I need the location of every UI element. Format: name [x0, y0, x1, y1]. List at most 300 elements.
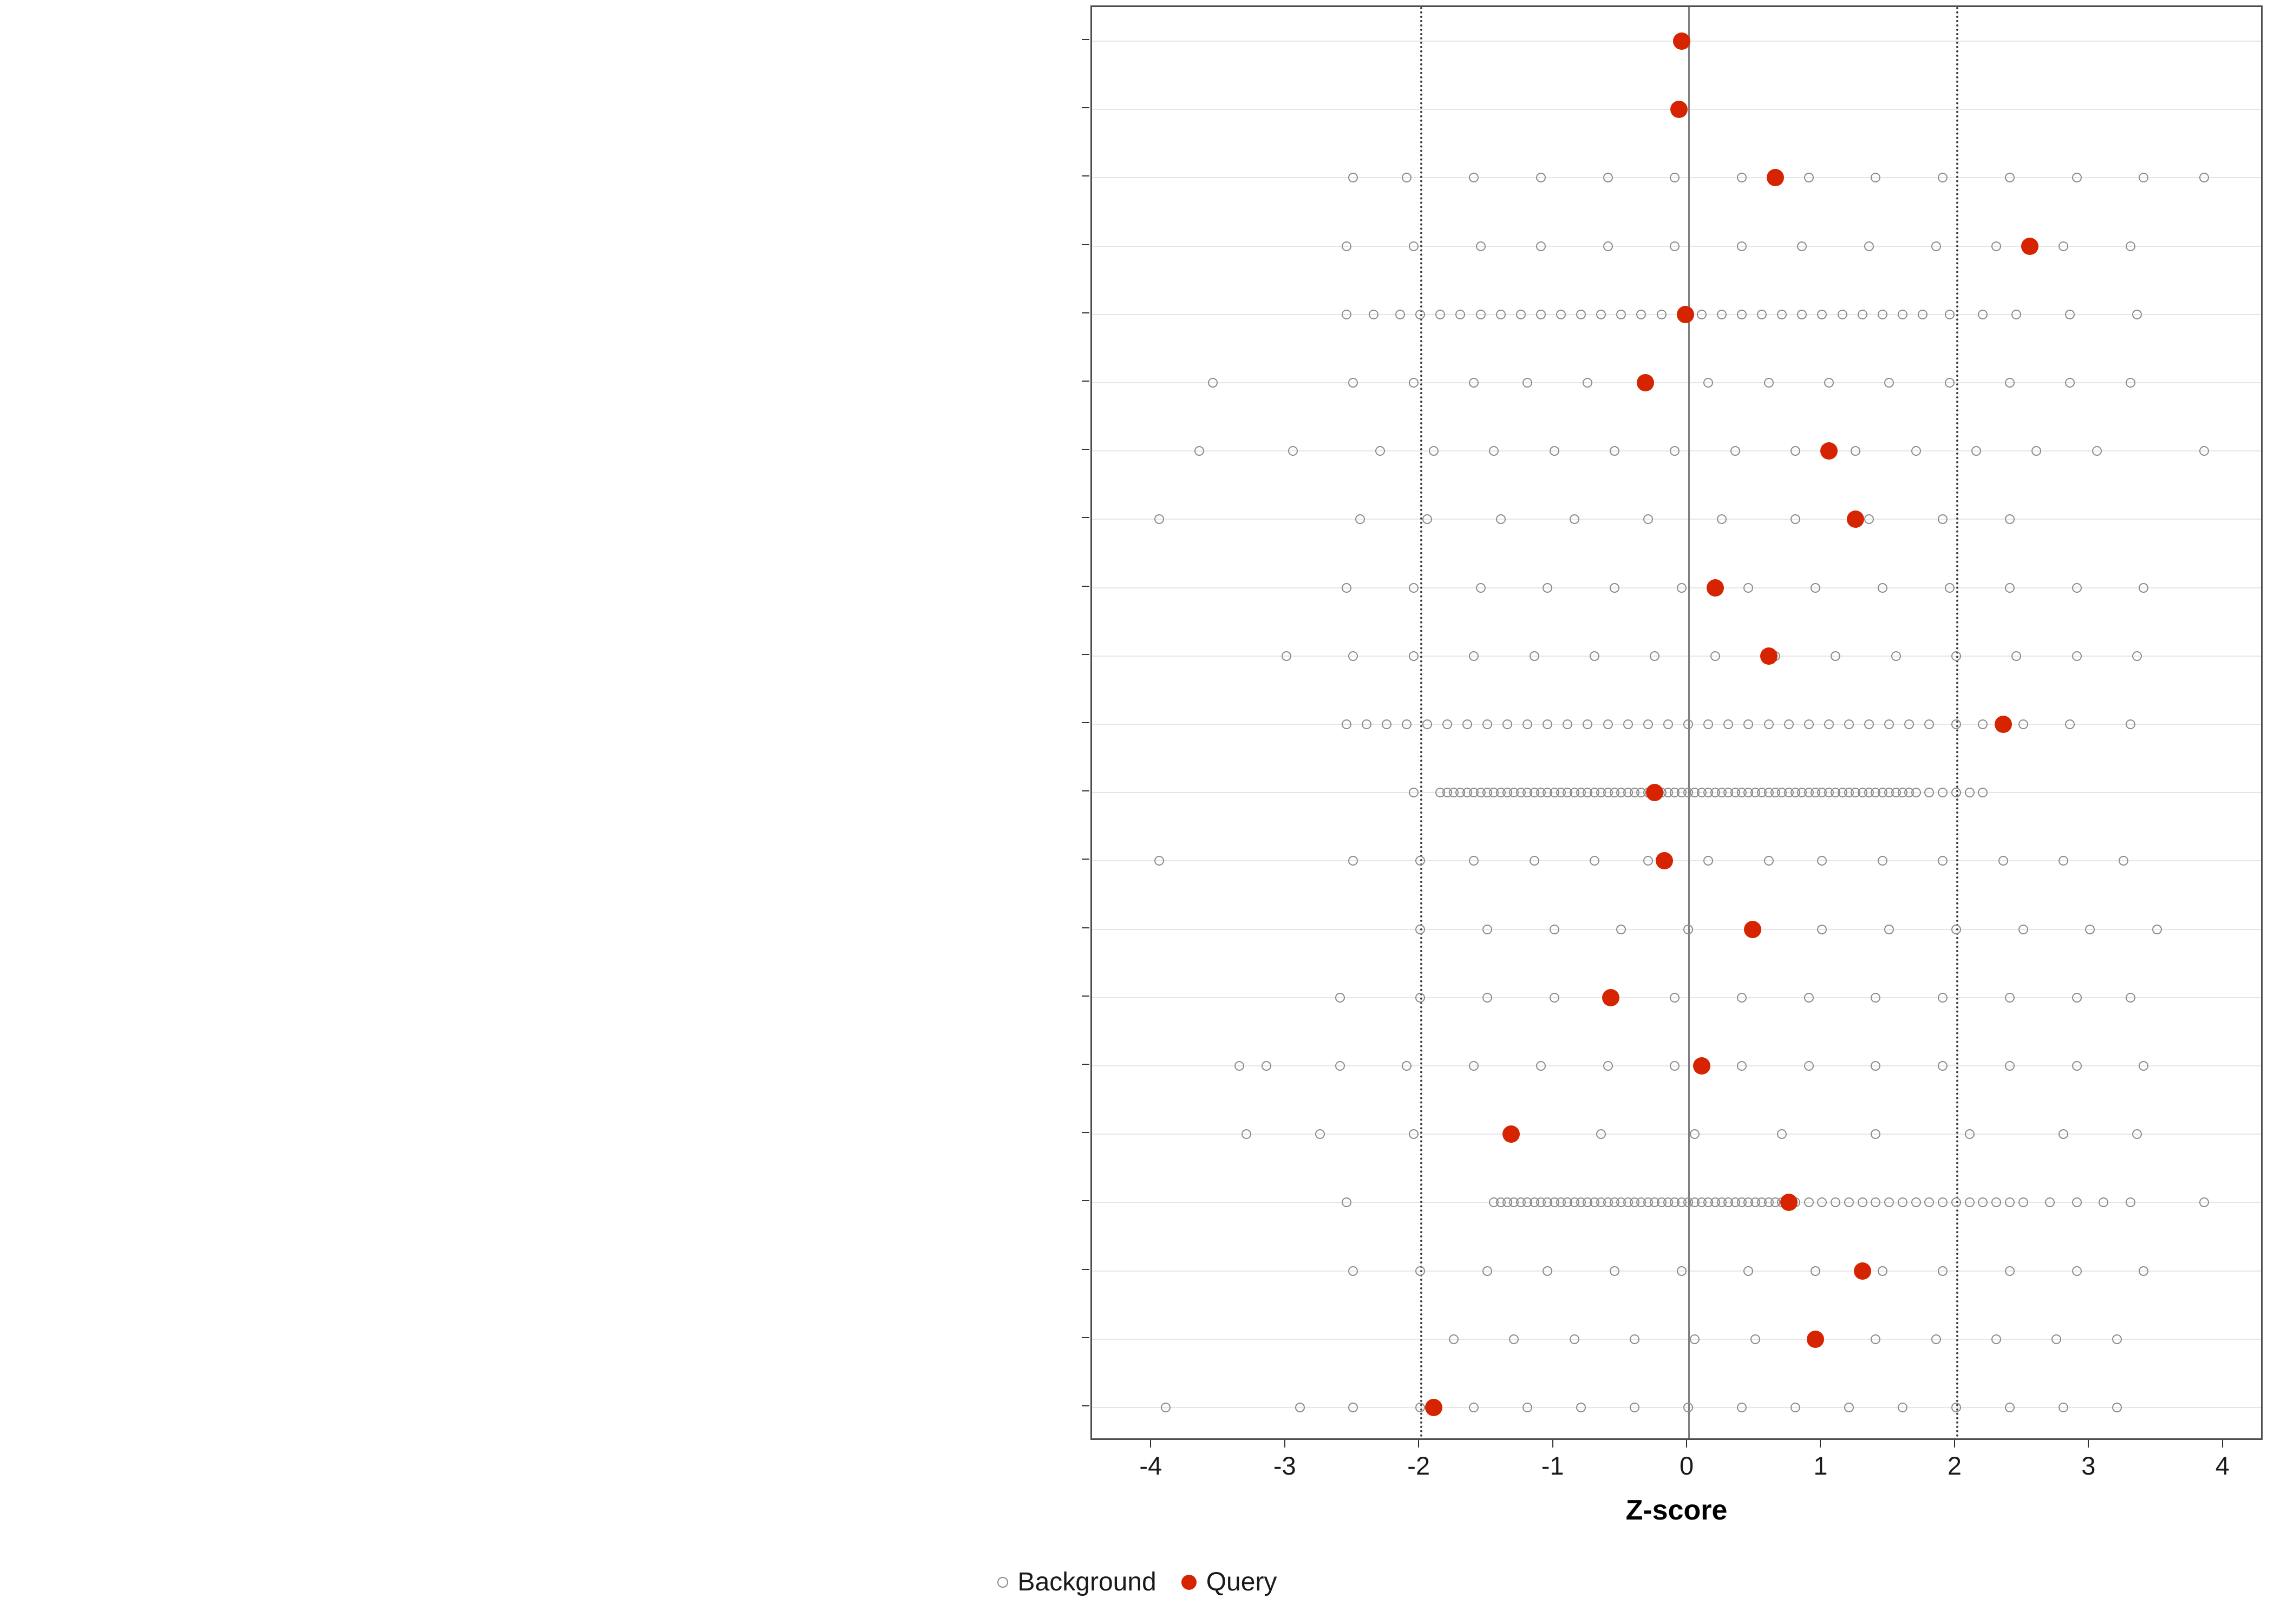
background-point: [1938, 993, 1948, 1003]
background-point: [1342, 719, 1351, 729]
background-point: [1998, 856, 2008, 866]
y-axis-category-labels: [0, 0, 1083, 1451]
x-axis-tick-label: -4: [1139, 1451, 1162, 1480]
query-point: [1760, 647, 1778, 665]
background-point: [1918, 310, 1927, 319]
background-point: [1791, 514, 1800, 524]
y-axis-tick-mark: [1082, 312, 1089, 313]
background-point: [1409, 1129, 1419, 1139]
y-axis-tick-mark: [1082, 1132, 1089, 1133]
background-point: [1710, 651, 1720, 661]
background-point: [1737, 1061, 1747, 1071]
background-point: [1409, 378, 1419, 388]
background-point: [1730, 446, 1740, 456]
background-point: [1683, 719, 1693, 729]
background-point: [2132, 651, 2142, 661]
y-axis-tick-mark: [1082, 1269, 1089, 1270]
background-point: [1670, 241, 1680, 251]
background-point: [1402, 719, 1412, 729]
background-point: [2065, 310, 2075, 319]
background-point: [1804, 1061, 1814, 1071]
grid-line-horizontal: [1092, 724, 2261, 725]
background-point: [2005, 1061, 2015, 1071]
background-point: [1931, 241, 1941, 251]
background-point: [2199, 173, 2209, 182]
background-point: [1978, 788, 1988, 797]
background-point: [1623, 719, 1633, 729]
background-point: [1737, 993, 1747, 1003]
background-point: [1978, 719, 1988, 729]
background-point: [1469, 173, 1479, 182]
background-point: [1951, 1197, 1961, 1207]
grid-line-horizontal: [1092, 1134, 2261, 1135]
background-point: [2059, 1403, 2068, 1412]
background-point: [1717, 514, 1727, 524]
background-point: [1797, 310, 1807, 319]
background-point: [2139, 173, 2148, 182]
background-point: [1797, 241, 1807, 251]
background-point: [2005, 1197, 2015, 1207]
background-point: [1208, 378, 1218, 388]
query-point: [1854, 1262, 1871, 1280]
background-point: [1898, 310, 1907, 319]
background-point: [1496, 310, 1506, 319]
background-point: [1951, 651, 1961, 661]
background-point: [1415, 925, 1425, 934]
background-point: [1596, 1129, 1606, 1139]
background-point: [1884, 925, 1894, 934]
background-point: [2059, 856, 2068, 866]
background-point: [1831, 1197, 1840, 1207]
background-point: [1610, 1266, 1619, 1276]
background-point: [1764, 856, 1774, 866]
background-point: [2005, 1266, 2015, 1276]
y-axis-tick-mark: [1082, 586, 1089, 587]
x-axis-tick-mark: [1150, 1440, 1151, 1448]
background-point: [2132, 310, 2142, 319]
grid-line-horizontal: [1092, 860, 2261, 861]
background-point: [1522, 719, 1532, 729]
background-point: [1489, 446, 1499, 456]
y-axis-tick-mark: [1082, 107, 1089, 108]
background-point: [1469, 1403, 1479, 1412]
background-point: [2126, 1197, 2135, 1207]
background-point: [1804, 719, 1814, 729]
background-point: [1550, 925, 1559, 934]
background-point: [1831, 651, 1840, 661]
background-point: [1536, 241, 1546, 251]
background-point: [2018, 719, 2028, 729]
background-point: [1817, 1197, 1827, 1207]
background-point: [2139, 1266, 2148, 1276]
open-circle-icon: [997, 1577, 1008, 1588]
background-point: [1610, 583, 1619, 593]
background-point: [1530, 651, 1539, 661]
background-point: [1911, 446, 1921, 456]
background-point: [1295, 1403, 1305, 1412]
background-point: [1435, 310, 1445, 319]
background-point: [1422, 719, 1432, 729]
background-point: [1482, 925, 1492, 934]
background-point: [1938, 173, 1948, 182]
x-axis-tick-mark: [1284, 1440, 1285, 1448]
grid-line-horizontal: [1092, 1407, 2261, 1408]
background-point: [1811, 1266, 1820, 1276]
background-point: [1348, 378, 1358, 388]
background-point: [1563, 719, 1572, 729]
background-point: [1315, 1129, 1325, 1139]
background-point: [1904, 719, 1914, 729]
background-point: [1469, 651, 1479, 661]
background-point: [1415, 310, 1425, 319]
background-point: [1543, 1266, 1552, 1276]
y-axis-tick-mark: [1082, 1405, 1089, 1406]
background-point: [1482, 1266, 1492, 1276]
background-point: [1536, 310, 1546, 319]
background-point: [1703, 719, 1713, 729]
background-point: [1616, 925, 1626, 934]
background-point: [1194, 446, 1204, 456]
query-point: [1995, 716, 2012, 733]
background-point: [1643, 719, 1653, 729]
background-point: [2099, 1197, 2108, 1207]
query-point: [1637, 374, 1654, 391]
background-point: [1965, 788, 1975, 797]
x-axis-tick-mark: [1954, 1440, 1955, 1448]
background-point: [2085, 925, 2095, 934]
grid-line-horizontal: [1092, 382, 2261, 383]
query-point: [1677, 306, 1694, 323]
background-point: [1442, 719, 1452, 729]
legend-label-query: Query: [1206, 1568, 1277, 1596]
background-point: [1871, 1334, 1880, 1344]
background-point: [1791, 1403, 1800, 1412]
background-point: [1590, 651, 1599, 661]
background-point: [1603, 719, 1613, 729]
query-point: [1502, 1125, 1520, 1143]
background-point: [2018, 925, 2028, 934]
background-point: [1650, 651, 1659, 661]
background-point: [1924, 719, 1934, 729]
background-point: [1415, 1266, 1425, 1276]
query-point: [1767, 169, 1784, 186]
background-point: [2126, 719, 2135, 729]
query-point: [1656, 852, 1673, 869]
background-point: [1516, 310, 1526, 319]
background-point: [1530, 856, 1539, 866]
background-point: [1951, 719, 1961, 729]
background-point: [1462, 719, 1472, 729]
background-point: [1871, 1197, 1880, 1207]
background-point: [2119, 856, 2128, 866]
background-point: [1737, 241, 1747, 251]
background-point: [1509, 1334, 1519, 1344]
background-point: [1409, 583, 1419, 593]
background-point: [1884, 1197, 1894, 1207]
x-axis-title: Z-score: [1625, 1495, 1728, 1526]
background-point: [1884, 719, 1894, 729]
background-point: [1663, 719, 1673, 729]
background-point: [1884, 378, 1894, 388]
background-point: [1804, 173, 1814, 182]
background-point: [1764, 378, 1774, 388]
background-point: [1422, 514, 1432, 524]
background-point: [2005, 514, 2015, 524]
background-point: [1596, 310, 1606, 319]
background-point: [1522, 1403, 1532, 1412]
background-point: [1951, 788, 1961, 797]
y-axis-tick-mark: [1082, 996, 1089, 997]
background-point: [1643, 514, 1653, 524]
x-axis-tick-label: -1: [1541, 1451, 1564, 1480]
background-point: [1743, 583, 1753, 593]
background-point: [1924, 788, 1934, 797]
background-point: [1791, 446, 1800, 456]
plot-panel: [1090, 5, 2263, 1440]
background-point: [2112, 1334, 2122, 1344]
background-point: [1288, 446, 1298, 456]
background-point: [1737, 173, 1747, 182]
background-point: [1911, 788, 1921, 797]
background-point: [2065, 378, 2075, 388]
x-axis-tick-mark: [2088, 1440, 2089, 1448]
background-point: [1348, 856, 1358, 866]
background-point: [2126, 378, 2135, 388]
background-point: [1777, 1129, 1787, 1139]
background-point: [2059, 241, 2068, 251]
background-point: [1703, 378, 1713, 388]
background-point: [1931, 1334, 1941, 1344]
background-point: [1938, 856, 1948, 866]
background-point: [1469, 1061, 1479, 1071]
query-point: [1820, 442, 1838, 460]
background-point: [1945, 583, 1955, 593]
background-point: [2059, 1129, 2068, 1139]
background-point: [2152, 925, 2162, 934]
query-point: [1693, 1057, 1710, 1075]
background-point: [1636, 310, 1646, 319]
background-point: [1409, 651, 1419, 661]
background-point: [2139, 1061, 2148, 1071]
background-point: [1717, 310, 1727, 319]
query-point: [1646, 784, 1663, 801]
background-point: [1556, 310, 1566, 319]
background-point: [2065, 719, 2075, 729]
background-point: [1878, 583, 1887, 593]
x-axis-tick-label: 3: [2081, 1451, 2096, 1480]
background-point: [1945, 310, 1955, 319]
plot-area: [1092, 7, 2261, 1438]
y-axis-tick-mark: [1082, 1064, 1089, 1065]
background-point: [1991, 1334, 2001, 1344]
x-axis-tick-mark: [1820, 1440, 1821, 1448]
background-point: [1583, 378, 1592, 388]
background-point: [2005, 993, 2015, 1003]
background-point: [1610, 446, 1619, 456]
background-point: [1690, 1334, 1700, 1344]
background-point: [1737, 310, 1747, 319]
background-point: [2139, 583, 2148, 593]
background-point: [1583, 719, 1592, 729]
background-point: [1348, 1266, 1358, 1276]
background-point: [1576, 310, 1586, 319]
grid-line-horizontal: [1092, 1339, 2261, 1340]
background-point: [2126, 993, 2135, 1003]
background-point: [1804, 993, 1814, 1003]
grid-line-horizontal: [1092, 519, 2261, 520]
y-axis-tick-mark: [1082, 244, 1089, 245]
x-axis-tick-label: 1: [1813, 1451, 1828, 1480]
background-point: [1382, 719, 1391, 729]
background-point: [1482, 719, 1492, 729]
background-point: [1241, 1129, 1251, 1139]
background-point: [1697, 310, 1707, 319]
legend-item-query: [1181, 1567, 1277, 1597]
background-point: [1570, 514, 1579, 524]
background-point: [2005, 583, 2015, 593]
background-point: [1415, 856, 1425, 866]
background-point: [1355, 514, 1365, 524]
background-point: [1817, 310, 1827, 319]
background-point: [1703, 856, 1713, 866]
background-point: [1550, 446, 1559, 456]
background-point: [1670, 993, 1680, 1003]
query-point: [1780, 1194, 1798, 1211]
y-axis-tick-mark: [1082, 722, 1089, 723]
background-point: [1342, 241, 1351, 251]
y-axis-tick-mark: [1082, 859, 1089, 860]
x-axis-tick-label: 4: [2215, 1451, 2230, 1480]
background-point: [1603, 173, 1613, 182]
background-point: [1348, 173, 1358, 182]
background-point: [1409, 241, 1419, 251]
background-point: [1476, 310, 1486, 319]
x-axis-tick-mark: [1418, 1440, 1419, 1448]
background-point: [2199, 446, 2209, 456]
background-point: [1844, 719, 1854, 729]
background-point: [1154, 514, 1164, 524]
background-point: [2092, 446, 2102, 456]
background-point: [1570, 1334, 1579, 1344]
background-point: [1630, 1334, 1639, 1344]
background-point: [1824, 378, 1834, 388]
background-point: [1777, 310, 1787, 319]
background-point: [1878, 1266, 1887, 1276]
query-point: [1602, 989, 1619, 1006]
background-point: [1670, 446, 1680, 456]
y-axis-tick-mark: [1082, 654, 1089, 655]
background-point: [1878, 310, 1887, 319]
x-axis-tick-mark: [1686, 1440, 1687, 1448]
background-point: [1683, 925, 1693, 934]
y-axis-tick-mark: [1082, 1200, 1089, 1201]
background-point: [1670, 1061, 1680, 1071]
y-axis-tick-mark: [1082, 790, 1089, 791]
background-point: [1161, 1403, 1171, 1412]
background-point: [1938, 1061, 1948, 1071]
background-point: [1864, 241, 1874, 251]
background-point: [1924, 1197, 1934, 1207]
background-point: [1590, 856, 1599, 866]
background-point: [1690, 1129, 1700, 1139]
background-point: [1991, 241, 2001, 251]
background-point: [1817, 856, 1827, 866]
legend-item-background: [997, 1567, 1156, 1597]
background-point: [1455, 310, 1465, 319]
query-point: [1707, 579, 1724, 597]
background-point: [1851, 446, 1860, 456]
x-axis-tick-label: 0: [1679, 1451, 1694, 1480]
background-point: [1335, 1061, 1345, 1071]
background-point: [2005, 1403, 2015, 1412]
background-point: [1945, 378, 1955, 388]
query-point: [1673, 32, 1690, 50]
background-point: [1643, 856, 1653, 866]
background-point: [1991, 1197, 2001, 1207]
background-point: [1476, 583, 1486, 593]
background-point: [1871, 173, 1880, 182]
background-point: [1844, 1403, 1854, 1412]
background-point: [1603, 1061, 1613, 1071]
background-point: [1723, 719, 1733, 729]
background-point: [1502, 719, 1512, 729]
background-point: [2011, 651, 2021, 661]
background-point: [1784, 719, 1794, 729]
background-point: [1978, 310, 1988, 319]
query-point: [1807, 1331, 1824, 1348]
background-point: [1630, 1403, 1639, 1412]
background-point: [1757, 310, 1767, 319]
x-axis-tick-mark: [2222, 1440, 2223, 1448]
background-point: [1824, 719, 1834, 729]
query-point: [1425, 1399, 1442, 1416]
background-point: [1429, 446, 1439, 456]
background-point: [1864, 514, 1874, 524]
background-point: [2072, 583, 2082, 593]
background-point: [1750, 1334, 1760, 1344]
background-point: [1262, 1061, 1271, 1071]
background-point: [1858, 310, 1867, 319]
background-point: [1871, 993, 1880, 1003]
x-axis-tick-mark: [1552, 1440, 1553, 1448]
background-point: [1415, 1403, 1425, 1412]
background-point: [1543, 583, 1552, 593]
background-point: [2072, 651, 2082, 661]
background-point: [2005, 378, 2015, 388]
background-point: [1469, 856, 1479, 866]
query-point: [1744, 921, 1761, 938]
background-point: [1817, 925, 1827, 934]
background-point: [2011, 310, 2021, 319]
background-point: [1838, 310, 1847, 319]
background-point: [1603, 241, 1613, 251]
background-point: [1282, 651, 1291, 661]
background-point: [1670, 173, 1680, 182]
background-point: [1858, 1197, 1867, 1207]
x-axis-tick-label: -3: [1273, 1451, 1296, 1480]
x-axis-tick-label: -2: [1407, 1451, 1430, 1480]
background-point: [1951, 925, 1961, 934]
background-point: [1543, 719, 1552, 729]
background-point: [1576, 1403, 1586, 1412]
background-point: [1743, 1266, 1753, 1276]
query-point: [1670, 101, 1688, 118]
background-point: [1683, 1403, 1693, 1412]
background-point: [1891, 651, 1901, 661]
grid-line-horizontal: [1092, 656, 2261, 657]
x-axis-tick-label: 2: [1947, 1451, 1962, 1480]
background-point: [1898, 1197, 1907, 1207]
